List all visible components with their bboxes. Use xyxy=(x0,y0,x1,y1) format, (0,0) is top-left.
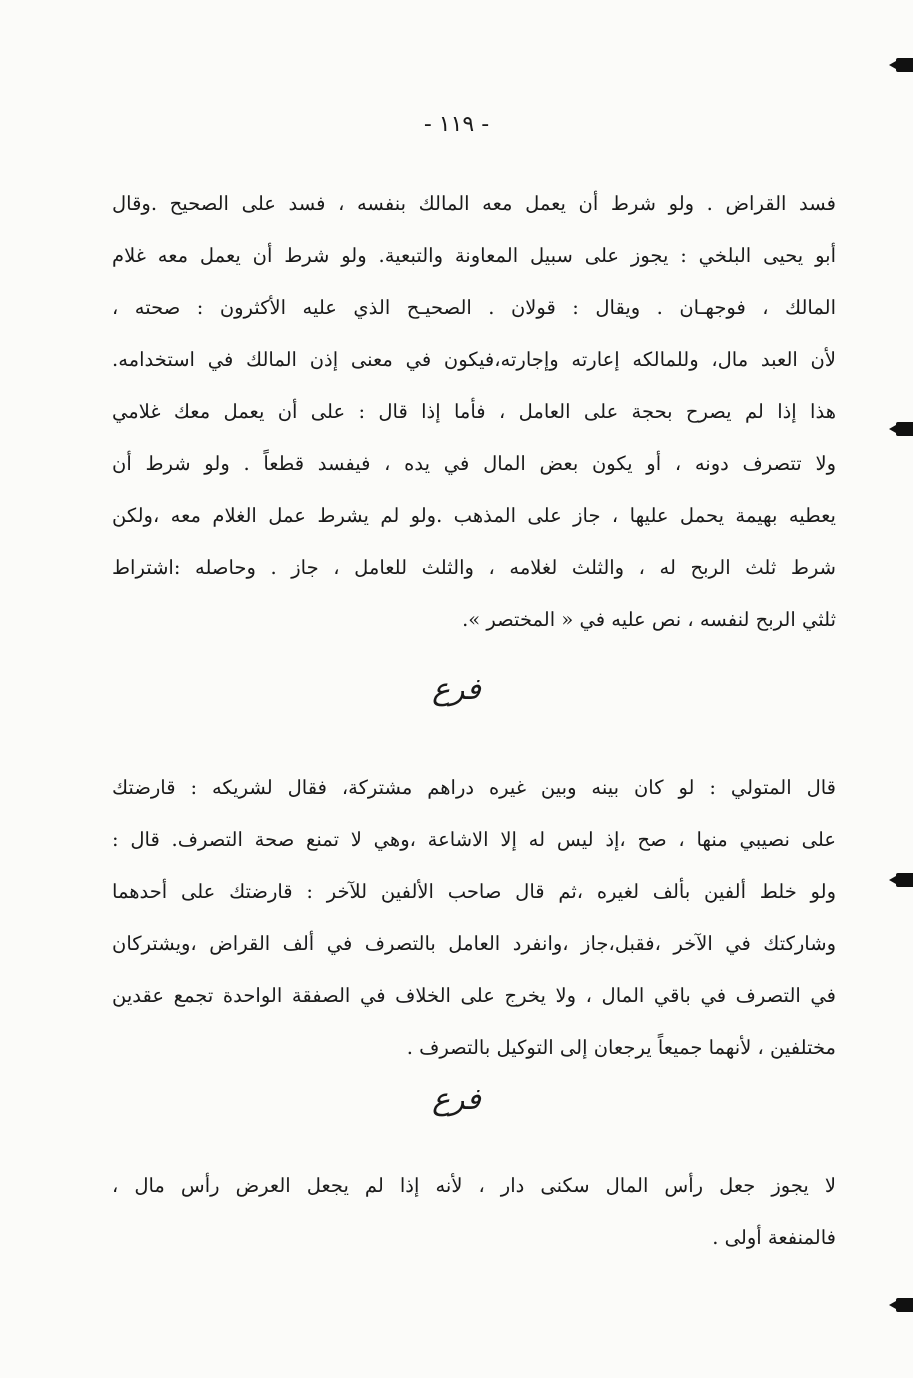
paragraph-line: لا يجوز جعل رأس المال سكنى دار ، لأنه إذا لم يجعل العرض رأس مال ، xyxy=(112,1174,836,1197)
paragraph-line: مختلفين ، لأنهما جميعاً يرجعان إلى التوكيل بالتصرف . xyxy=(406,1036,836,1059)
paragraph-2 xyxy=(112,762,836,1074)
paragraph-line: ولو خلط ألفين بألف لغيره ،ثم قال صاحب الألفين للآخر : قارضتك على أحدهما xyxy=(112,880,836,903)
paragraph-line: أبو يحيى البلخي : يجوز على سبيل المعاونة والتبعية. ولو شرط أن يعمل معه غلام xyxy=(112,244,836,267)
margin-tab-marker xyxy=(896,58,913,72)
paragraph-line: لأن العبد مال، وللمالكه إعارته وإجارته،فيكون في معنى إذن المالك في استخدامه. xyxy=(112,348,836,371)
margin-tab-marker xyxy=(896,1298,913,1312)
margin-tab-marker xyxy=(896,873,913,887)
paragraph-line: وشاركتك في الآخر ،فقبل،جاز ،وانفرد العامل بالتصرف في ألف القراض ،ويشتركان xyxy=(112,932,836,955)
paragraph-line: هذا إذا لم يصرح بحجة على العامل ، فأما إذا قال : على أن يعمل معك غلامي xyxy=(112,400,836,423)
margin-tab-marker xyxy=(896,422,913,436)
paragraph-line: المالك ، فوجهـان . ويقال : قولان . الصحيـح الذي عليه الأكثرون : صحته ، xyxy=(112,296,836,319)
paragraph-1 xyxy=(112,178,836,646)
paragraph-line: على نصيبي منها ، صح ،إذ ليس له إلا الاشاعة ،وهي لا تمنع صحة التصرف. قال : xyxy=(112,828,836,851)
paragraph-line: ولا تتصرف دونه ، أو يكون بعض المال في يده ، فيفسد قطعاً . ولو شرط أن xyxy=(112,452,836,475)
paragraph-line: فالمنفعة أولى . xyxy=(712,1226,836,1249)
paragraph-3 xyxy=(112,1160,836,1264)
paragraph-line: قال المتولي : لو كان بينه وبين غيره دراهم مشتركة، فقال لشريكه : قارضتك xyxy=(112,776,836,799)
paragraph-line: ثلثي الربح لنفسه ، نص عليه في « المختصر ». xyxy=(462,608,836,631)
paragraph-line: يعطيه بهيمة يحمل عليها ، جاز على المذهب .ولو لم يشرط عمل الغلام معه ،ولكن xyxy=(112,504,836,527)
paragraph-line: فسد القراض . ولو شرط أن يعمل معه المالك بنفسه ، فسد على الصحيح .وقال xyxy=(112,192,836,215)
paragraph-line: في التصرف في باقي المال ، ولا يخرج على الخلاف في الصفقة الواحدة تجمع عقدين xyxy=(112,984,836,1007)
section-heading-1: فرع xyxy=(432,672,481,707)
paragraph-line: شرط ثلث الربح له ، والثلث لغلامه ، والثلث للعامل ، جاز . وحاصله :اشتراط xyxy=(112,556,836,579)
page-number: - ١١٩ - xyxy=(423,112,490,137)
section-heading-2: فرع xyxy=(432,1082,481,1117)
